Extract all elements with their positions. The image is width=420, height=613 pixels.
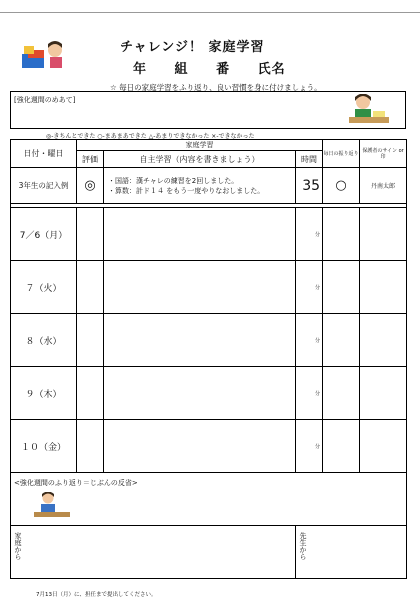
routine-cell[interactable] [323, 420, 360, 473]
day-row [11, 261, 407, 314]
example-rating: ◎ [77, 168, 104, 204]
day-row [11, 314, 407, 367]
self-study-cell[interactable] [104, 420, 296, 473]
page-title: チャレンジ！ 家庭学習 [120, 40, 265, 55]
example-guardian: 丹南太郎 [360, 168, 407, 204]
day-row [11, 420, 407, 473]
self-study-cell[interactable] [104, 261, 296, 314]
time-cell[interactable]: 分 [296, 261, 323, 314]
goal-box[interactable] [10, 91, 406, 129]
rating-cell[interactable] [77, 314, 104, 367]
from-teacher-label: 先生から [299, 532, 307, 560]
guardian-cell[interactable] [360, 420, 407, 473]
routine-cell[interactable] [323, 261, 360, 314]
rating-cell[interactable] [77, 367, 104, 420]
child-studying-illustration [349, 94, 389, 126]
instruction-text: ☆ 毎日の家庭学習をふり返り、良い習慣を身に付けましょう。 [110, 83, 322, 92]
self-study-cell[interactable] [104, 208, 296, 261]
self-study-header: 自主学習（内容を書きましょう） [104, 151, 296, 168]
example-routine: ○ [323, 168, 360, 204]
day-label: ９（木） [11, 367, 77, 420]
home-study-header: 家庭学習 [77, 140, 323, 151]
guardian-cell[interactable] [360, 314, 407, 367]
day-label: ８（水） [11, 314, 77, 367]
example-row [11, 168, 407, 204]
guardian-cell[interactable] [360, 208, 407, 261]
rating-cell[interactable] [77, 420, 104, 473]
self-study-cell[interactable] [104, 314, 296, 367]
example-label: 3年生の記入例 [11, 168, 77, 204]
rating-cell[interactable] [77, 261, 104, 314]
self-study-cell[interactable] [104, 367, 296, 420]
day-row [11, 367, 407, 420]
date-header: 日付・曜日 [11, 140, 77, 168]
from-home-label: 家庭から [14, 532, 22, 560]
day-row [11, 208, 407, 261]
example-time: 35 [296, 168, 323, 204]
girl-reading-illustration [22, 40, 70, 70]
reflection-box[interactable] [11, 473, 407, 526]
goal-label: [強化週間のめあて] [14, 96, 76, 104]
rating-cell[interactable] [77, 208, 104, 261]
routine-cell[interactable] [323, 208, 360, 261]
rating-legend: ◎-きちんとできた ○-まあまあできた △-あまりできなかった ×-できなかった [46, 133, 255, 140]
rating-header: 評価 [77, 151, 104, 168]
home-comment-box[interactable] [11, 526, 296, 579]
day-label: ７（火） [11, 261, 77, 314]
example-line-2: ・算数：計ド１４ をもう一度やりなおしました。 [108, 186, 265, 195]
guardian-cell[interactable] [360, 367, 407, 420]
time-cell[interactable]: 分 [296, 208, 323, 261]
teacher-comment-box[interactable] [296, 526, 407, 579]
top-rule [0, 12, 420, 13]
time-header: 時間 [296, 151, 323, 168]
day-label: 7／6（月） [11, 208, 77, 261]
time-cell[interactable]: 分 [296, 314, 323, 367]
guardian-header: 保護者のサイン or 印 [360, 140, 407, 168]
day-label: １０（金） [11, 420, 77, 473]
guardian-cell[interactable] [360, 261, 407, 314]
reflection-label: <強化週間のふり返り＝じぶんの反省> [14, 479, 138, 487]
time-cell[interactable]: 分 [296, 420, 323, 473]
routine-cell[interactable] [323, 367, 360, 420]
study-table [10, 139, 407, 579]
grade-label: 年 [133, 62, 148, 77]
name-fields [133, 58, 308, 77]
example-content [104, 168, 296, 204]
student-name-label: 氏名 [257, 62, 286, 77]
routine-cell[interactable] [323, 314, 360, 367]
submission-note: 7月13日（月）に、担任まで提出してください。 [36, 592, 157, 598]
boy-writing-illustration [34, 492, 70, 518]
time-cell[interactable]: 分 [296, 367, 323, 420]
class-label: 組 [174, 62, 189, 77]
routine-header: 毎日の振り返り [323, 140, 360, 168]
example-line-1: ・国語：漢チャレの練習を2回しました。 [108, 176, 239, 185]
number-label: 番 [216, 62, 231, 77]
